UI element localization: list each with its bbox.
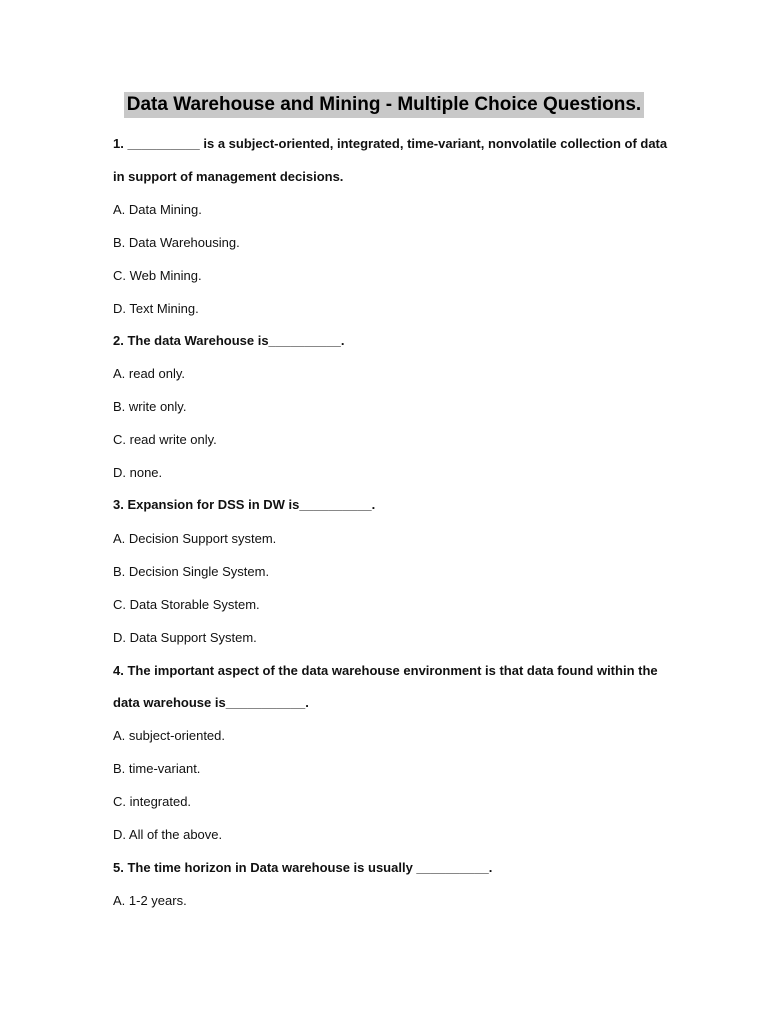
question-5-line-1: 5. The time horizon in Data warehouse is usually __________. [113, 860, 493, 875]
question-2-option-d: D. none. [113, 465, 163, 480]
question-3-line-1: 3. Expansion for DSS in DW is__________. [113, 497, 376, 512]
question-4-option-d: D. All of the above. [113, 827, 223, 842]
question-2-option-a: A. read only. [113, 366, 186, 381]
question-1-line-1: 1. __________ is a subject-oriented, integrated, time-variant, nonvolatile collection of data [113, 136, 668, 151]
question-2-line-1: 2. The data Warehouse is__________. [113, 333, 345, 348]
question-4-option-a: A. subject-oriented. [113, 728, 226, 743]
question-4-line-2: data warehouse is___________. [113, 695, 309, 710]
question-3-option-b: B. Decision Single System. [113, 564, 270, 579]
question-1-option-a: A. Data Mining. [113, 202, 202, 217]
question-1-option-d: D. Text Mining. [113, 301, 199, 316]
question-3-option-d: D. Data Support System. [113, 630, 257, 645]
question-1-line-2: in support of management decisions. [113, 169, 344, 184]
question-1-option-c: C. Web Mining. [113, 268, 202, 283]
question-4-option-b: B. time-variant. [113, 761, 201, 776]
question-4-line-1: 4. The important aspect of the data warehouse environment is that data found within the [113, 663, 658, 678]
question-2-option-c: C. read write only. [113, 432, 217, 447]
question-5-option-a: A. 1-2 years. [113, 893, 187, 908]
document-title: Data Warehouse and Mining - Multiple Choice Questions. [124, 92, 644, 118]
question-1-option-b: B. Data Warehousing. [113, 235, 240, 250]
question-3-option-a: A. Decision Support system. [113, 531, 277, 546]
question-3-option-c: C. Data Storable System. [113, 597, 260, 612]
title-container [0, 92, 768, 118]
question-4-option-c: C. integrated. [113, 794, 192, 809]
question-2-option-b: B. write only. [113, 399, 187, 414]
